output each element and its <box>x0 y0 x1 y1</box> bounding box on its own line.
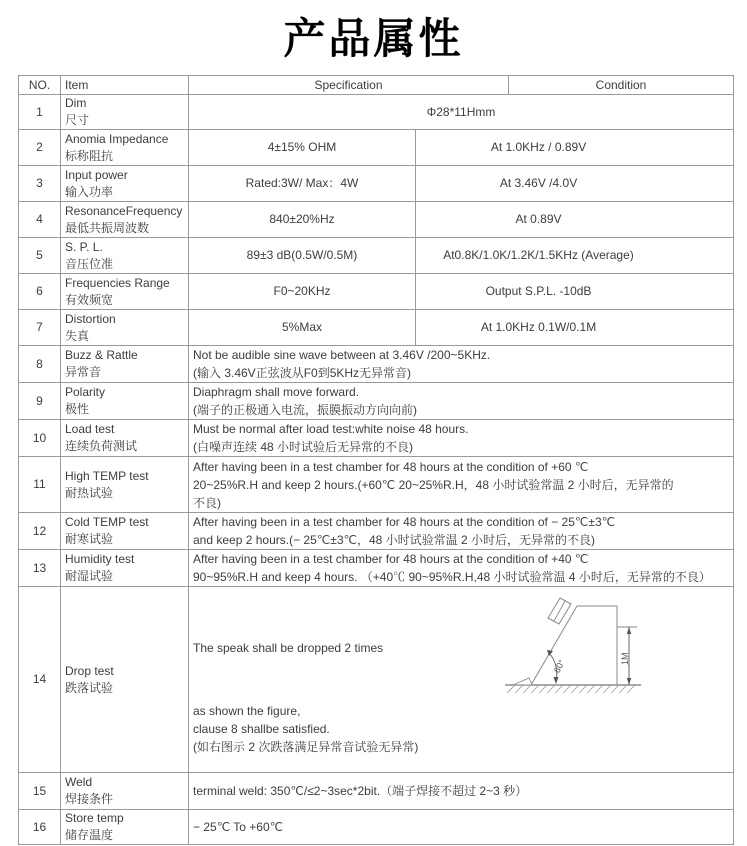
item-en: Polarity <box>65 385 106 399</box>
item-zh: 标称阻抗 <box>65 148 114 163</box>
table-row-polarity <box>19 383 734 420</box>
spec-line: After having been in a test chamber for 48 hours at the condition of +40 ℃ <box>193 552 589 566</box>
item-zh: 连续负荷测试 <box>65 439 138 453</box>
spec-line: The speak shall be dropped 2 times <box>193 641 384 655</box>
item-en: Input power <box>65 167 128 182</box>
item-en: Store temp <box>65 811 124 825</box>
spec-line: 90~95%R.H and keep 4 hours. （+40℃ 90~95%R.H,48 小时试验常温 4 小时后，无异常的不良） <box>193 570 711 584</box>
spec-line: After having been in a test chamber for 48 hours at the condition of +60 ℃ <box>193 459 589 474</box>
item-zh: 耐热试验 <box>65 485 114 500</box>
item-zh: 有效频宽 <box>65 292 114 307</box>
attributes-table <box>18 75 734 845</box>
row-spec: 4±15% OHM <box>189 130 416 166</box>
table-row-load-test <box>19 420 734 457</box>
row-no: 11 <box>19 457 61 513</box>
item-zh: 输入功率 <box>65 184 114 199</box>
row-item <box>61 130 189 166</box>
item-en: Weld <box>65 775 93 789</box>
spec-line: − 25℃ To +60℃ <box>193 820 284 834</box>
row-item <box>61 95 189 130</box>
row-condition: Output S.P.L. -10dB <box>416 274 734 310</box>
table-row-cold-temp <box>19 513 734 550</box>
spec-line: After having been in a test chamber for 48 hours at the condition of − 25℃±3℃ <box>193 515 616 529</box>
row-no: 14 <box>19 587 61 773</box>
drop-test-figure <box>499 597 649 702</box>
col-header-condition: Condition <box>509 76 734 95</box>
row-no: 9 <box>19 383 61 420</box>
angle-arc <box>547 650 567 684</box>
row-no: 10 <box>19 420 61 457</box>
row-spec: 89±3 dB(0.5W/0.5M) <box>189 238 416 274</box>
row-item <box>61 310 189 346</box>
table-row-high-temp <box>19 457 734 513</box>
row-item <box>61 383 189 420</box>
row-spec-merged: Φ28*11Hmm <box>189 95 734 130</box>
row-condition: At 3.46V /4.0V <box>416 166 734 202</box>
item-zh: 跌落试验 <box>65 680 114 695</box>
row-spec-merged <box>189 513 734 550</box>
item-en: Distortion <box>65 311 116 326</box>
speaker-shape <box>548 598 571 624</box>
row-spec-merged <box>189 810 734 845</box>
item-en: High TEMP test <box>65 468 149 483</box>
item-en: Frequencies Range <box>65 275 170 290</box>
table-row-distortion <box>19 310 734 346</box>
item-zh: 耐寒试验 <box>65 532 114 546</box>
table-row-impedance <box>19 130 734 166</box>
item-en: ResonanceFrequency <box>65 203 183 218</box>
spec-line: Not be audible sine wave between at 3.46V /200~5KHz. <box>193 348 491 362</box>
drop-test-text <box>189 639 733 756</box>
row-item <box>61 513 189 550</box>
angle-label: 60° <box>551 657 567 675</box>
spec-line: as shown the figure, <box>193 704 301 718</box>
item-en: S. P. L. <box>65 239 103 254</box>
table-row-store-temp <box>19 810 734 845</box>
spec-line: terminal weld: 350℃/≤2~3sec*2bit.（端子焊接不超过 2~3 秒） <box>193 784 528 798</box>
row-no: 5 <box>19 238 61 274</box>
row-item <box>61 238 189 274</box>
item-zh: 焊接条件 <box>65 792 114 806</box>
height-label: 1M <box>620 652 630 665</box>
item-zh: 音压位准 <box>65 256 114 271</box>
row-item <box>61 202 189 238</box>
row-spec-merged <box>189 457 734 513</box>
col-header-no: NO. <box>19 76 61 95</box>
row-item <box>61 550 189 587</box>
page-title: 产品属性 <box>283 14 464 63</box>
row-spec-merged <box>189 383 734 420</box>
row-no: 13 <box>19 550 61 587</box>
row-spec-merged <box>189 773 734 810</box>
item-zh: 尺寸 <box>65 113 90 127</box>
table-row-humidity <box>19 550 734 587</box>
spec-line: 20~25%R.H and keep 2 hours.(+60℃ 20~25%R.H，48 小时试验常温 2 小时后，无异常的 <box>193 477 674 492</box>
item-en: Humidity test <box>65 552 135 566</box>
row-spec-merged <box>189 550 734 587</box>
row-no: 4 <box>19 202 61 238</box>
spec-line: 不良) <box>193 495 221 510</box>
ground-hatching <box>507 685 635 693</box>
table-row-freq-range <box>19 274 734 310</box>
item-en: Drop test <box>65 663 114 678</box>
row-condition: At 0.89V <box>416 202 734 238</box>
spec-line: (端子的正极通入电流，振膜振动方向向前) <box>193 403 417 417</box>
row-spec: 5%Max <box>189 310 416 346</box>
item-en: Load test <box>65 422 115 436</box>
row-no: 2 <box>19 130 61 166</box>
item-zh: 储存温度 <box>65 828 114 842</box>
table-row-resonance <box>19 202 734 238</box>
row-no: 8 <box>19 346 61 383</box>
table-header-row <box>19 76 734 95</box>
row-item <box>61 587 189 773</box>
item-zh: 极性 <box>65 402 90 416</box>
height-dimension <box>617 627 637 685</box>
row-spec: 840±20%Hz <box>189 202 416 238</box>
item-zh: 失真 <box>65 328 90 343</box>
col-header-item: Item <box>61 76 189 95</box>
row-item <box>61 457 189 513</box>
item-zh: 耐湿试验 <box>65 569 114 583</box>
row-spec: F0~20KHz <box>189 274 416 310</box>
row-condition: At 1.0KHz / 0.89V <box>416 130 734 166</box>
table-row-dim <box>19 95 734 130</box>
item-en: Anomia Impedance <box>65 131 169 146</box>
table-row-spl <box>19 238 734 274</box>
row-item <box>61 810 189 845</box>
row-condition: At 1.0KHz 0.1W/0.1M <box>416 310 734 346</box>
row-item <box>61 274 189 310</box>
spec-line: (白噪声连续 48 小时试验后无异常的不良) <box>193 440 414 454</box>
row-item <box>61 773 189 810</box>
row-no: 1 <box>19 95 61 130</box>
table-row-buzz-rattle <box>19 346 734 383</box>
row-no: 6 <box>19 274 61 310</box>
item-en: Dim <box>65 96 87 110</box>
table-row-input-power <box>19 166 734 202</box>
row-spec: Rated:3W/ Max：4W <box>189 166 416 202</box>
spec-line: (如右图示 2 次跌落满足异常音试验无异常) <box>193 740 419 754</box>
table-row-weld <box>19 773 734 810</box>
row-spec-merged <box>189 346 734 383</box>
row-no: 7 <box>19 310 61 346</box>
spec-line: Diaphragm shall move forward. <box>193 385 360 399</box>
item-zh: 异常音 <box>65 365 102 379</box>
spec-line: Must be normal after load test:white noise 48 hours. <box>193 422 469 436</box>
row-no: 3 <box>19 166 61 202</box>
row-no: 12 <box>19 513 61 550</box>
table-row-drop-test <box>19 587 734 773</box>
item-en: Cold TEMP test <box>65 515 149 529</box>
row-item <box>61 346 189 383</box>
spec-line: and keep 2 hours.(− 25℃±3℃，48 小时试验常温 2 小时后，无异常的不良) <box>193 533 595 547</box>
row-condition: At0.8K/1.0K/1.2K/1.5KHz (Average) <box>416 238 734 274</box>
item-zh: 最低共振周波数 <box>65 220 150 235</box>
product-attributes-page <box>0 6 747 845</box>
item-en: Buzz & Rattle <box>65 348 138 362</box>
row-spec-merged <box>189 587 734 773</box>
row-item <box>61 420 189 457</box>
spec-line: clause 8 shallbe satisfied. <box>193 722 330 736</box>
row-no: 15 <box>19 773 61 810</box>
wedge-block <box>513 678 532 685</box>
spec-line: (输入 3.46V正弦波从F0到5KHz无异常音) <box>193 366 412 380</box>
row-spec-merged <box>189 420 734 457</box>
row-no: 16 <box>19 810 61 845</box>
row-item <box>61 166 189 202</box>
col-header-specification: Specification <box>189 76 509 95</box>
